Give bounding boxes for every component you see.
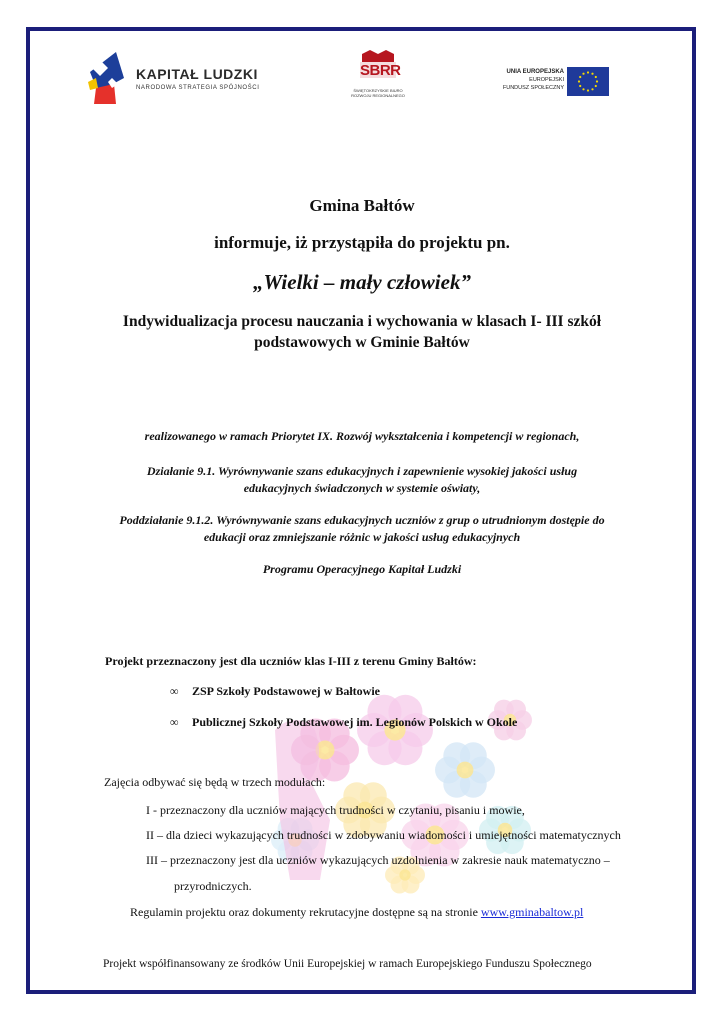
- eu-line1: UNIA EUROPEJSKA: [506, 69, 564, 75]
- sbrr-name: SBRR: [360, 62, 401, 79]
- school-name: Publicznej Szkoły Podstawowej im. Legionów Polskich w Okole: [192, 715, 518, 729]
- sbrr-logo: [348, 48, 408, 108]
- informs-line: informuje, iż przystąpiła do projektu pn.: [214, 233, 510, 252]
- action-line2: edukacyjnych świadczonych w systemie oświaty,: [243, 481, 481, 495]
- eu-logo: [500, 66, 612, 100]
- bullet-symbol: ∞: [170, 684, 179, 698]
- kapital-ludzki-subtitle: NARODOWA STRATEGIA SPÓJNOŚCI: [136, 85, 260, 91]
- subaction-line1: Poddziałanie 9.1.2. Wyrównywanie szans edukacyjnych uczniów z grup o utrudnionym dostępie do: [119, 513, 605, 527]
- eu-stars-icon: [567, 67, 609, 96]
- action-block: [30, 463, 694, 497]
- kapital-ludzki-logo: [86, 48, 276, 110]
- eu-line2: EUROPEJSKI: [529, 77, 564, 83]
- project-subtitle: [30, 311, 694, 353]
- project-name: „Wielki – mały człowiek”: [253, 270, 471, 294]
- bullet-symbol: ∞: [170, 715, 179, 729]
- module-2: II – dla dzieci wykazujących trudności w zdobywaniu wiadomości i umiejętności matematycznych: [146, 828, 621, 842]
- eu-flag-icon: [567, 67, 609, 96]
- kapital-ludzki-title: KAPITAŁ LUDZKI: [136, 66, 258, 82]
- regulations-line: [130, 905, 583, 920]
- project-subtitle-line1: Indywidualizacja procesu nauczania i wychowania w klasach I- III szkół: [122, 313, 602, 330]
- school-name: ZSP Szkoły Podstawowej w Bałtowie: [192, 684, 381, 698]
- priority-line: realizowanego w ramach Priorytet IX. Rozwój wykształcenia i kompetencji w regionach,: [144, 429, 580, 443]
- subaction-line2: edukacji oraz zmniejszanie różnic w jakości usług edukacyjnych: [203, 530, 521, 544]
- modules-intro: Zajęcia odbywać się będą w trzech modułach:: [104, 775, 326, 789]
- module-3-line1: III – przeznaczony jest dla uczniów wykazujących uzdolnienia w zakresie nauk matematyczno –: [146, 853, 610, 867]
- programme-line: Programu Operacyjnego Kapitał Ludzki: [262, 562, 462, 576]
- school-item: [170, 715, 517, 730]
- flower-icon: [435, 742, 495, 798]
- gmina-title: Gmina Bałtów: [309, 196, 415, 215]
- regulations-text: Regulamin projektu oraz dokumenty rekrutacyjne dostępne są na stronie: [130, 905, 481, 919]
- website-link[interactable]: www.gminabaltow.pl: [480, 905, 584, 919]
- module-1: I - przeznaczony dla uczniów mających trudności w czytaniu, pisaniu i mowie,: [146, 803, 525, 817]
- target-intro: Projekt przeznaczony jest dla uczniów klas I-III z terenu Gminy Bałtów:: [105, 654, 477, 668]
- sbrr-subtitle-line2: ROZWOJU REGIONALNEGO: [351, 93, 405, 98]
- action-line1: Działanie 9.1. Wyrównywanie szans edukacyjnych i zapewnienie wysokiej jakości usług: [146, 464, 578, 478]
- eu-line3: FUNDUSZ SPOŁECZNY: [502, 85, 564, 91]
- subaction-block: [30, 512, 694, 546]
- sbrr-subtitle: [348, 88, 408, 98]
- sbrr-subtitle-line1: ŚWIĘTOKRZYSKIE BIURO: [353, 88, 403, 93]
- logo-header: [0, 0, 724, 120]
- footer-cofinancing: Projekt współfinansowany ze środków Unii Europejskiej w ramach Europejskiego Funduszu Społecznego: [103, 958, 592, 970]
- kapital-ludzki-emblem-icon: [86, 48, 132, 108]
- eu-text: [500, 68, 564, 92]
- module-3-line2: przyrodniczych.: [174, 879, 252, 893]
- flower-icon: [357, 695, 433, 765]
- school-item: [170, 684, 380, 699]
- project-subtitle-line2: podstawowych w Gminie Bałtów: [254, 334, 470, 351]
